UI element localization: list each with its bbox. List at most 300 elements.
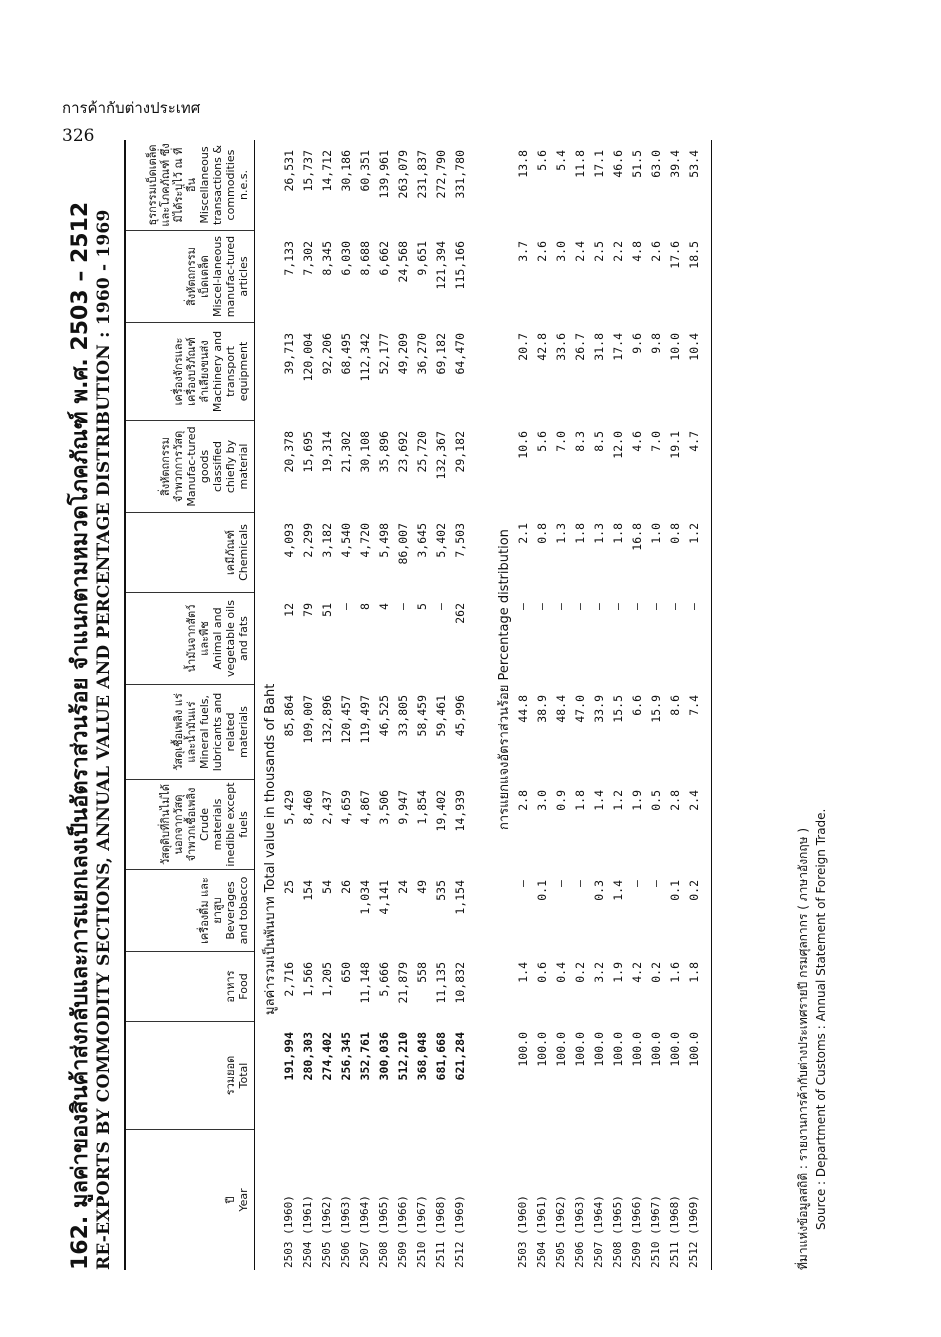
table-cell: 7.4 [686,695,701,716]
table-cell: — [686,603,701,610]
table-cell: 17.6 [667,241,682,269]
year-cell: 2506 (1963) [339,1195,352,1268]
table-row [317,140,336,1270]
column-header-english: Animal and vegetable oils and fats [211,600,250,677]
table-cell: 272,790 [433,150,448,199]
table-cell: 2,299 [300,523,315,558]
table-cell: 5,498 [376,523,391,558]
table-cell: 1,566 [300,962,315,997]
table-cell: 0.5 [648,790,663,811]
year-cell: 2510 (1967) [649,1195,662,1268]
table-cell: 256,345 [338,1032,353,1081]
table-cell: 100.0 [686,1032,701,1067]
table-cell: 3,645 [414,523,429,558]
table-cell: 5.6 [534,431,549,452]
table-cell: 120,004 [300,333,315,382]
table-cell: 25,720 [414,431,429,473]
table-row [374,140,393,1270]
table-cell: 650 [338,962,353,983]
column-header-4 [126,780,254,870]
table-cell: 100.0 [572,1032,587,1067]
table-cell: 7.0 [648,431,663,452]
table-cell: 4.6 [629,431,644,452]
table-cell: 4,141 [376,880,391,915]
table-cell: 7.0 [553,431,568,452]
table-cell: 8 [357,603,372,610]
table-cell: 10,832 [452,962,467,1004]
table-cell: 10.0 [667,333,682,361]
column-header-3 [126,870,254,952]
table-title-thai: 162. มูลค่าของสินค้าส่งกลับและการแยกเลงเป็นอัตราส่วนร้อย จำแนกตามหมวดโภคภัณฑ์ พ.ศ. 2503 – 2512 [68,201,93,1270]
table-cell: 1.8 [610,523,625,544]
table-cell: 9,947 [395,790,410,825]
table-cell: 100.0 [648,1032,663,1067]
table-cell: — [648,880,663,887]
table-cell: — [433,603,448,610]
table-cell: — [515,603,530,610]
table-cell: 100.0 [610,1032,625,1067]
table-cell: 12.0 [610,431,625,459]
table-cell: 58,459 [414,695,429,737]
table-cell: 100.0 [534,1032,549,1067]
table-cell: 1.2 [686,523,701,544]
table-cell: 0.9 [553,790,568,811]
column-header-thai: สิ่งหัตถกรรมจำพวกการวัสดุ [159,430,185,503]
table-cell: 5 [414,603,429,610]
table-cell: 18.5 [686,241,701,269]
table-cell: 49 [414,880,429,894]
table-cell: 14,939 [452,790,467,832]
table-cell: 13.8 [515,150,530,178]
table-cell: 26,531 [281,150,296,192]
table-cell: 69,182 [433,333,448,375]
table-cell: 4.2 [629,962,644,983]
year-cell: 2504 (1961) [535,1195,548,1268]
table-cell: 1,034 [357,880,372,915]
table-cell: 36,270 [414,333,429,375]
table-cell: 2.6 [648,241,663,262]
table-cell: 0.1 [667,880,682,901]
table-cell: 46,525 [376,695,391,737]
table-cell: 38.9 [534,695,549,723]
re-exports-table [124,140,712,1270]
table-cell: 5,429 [281,790,296,825]
table-row [627,140,646,1270]
table-cell: 30,186 [338,150,353,192]
column-header-2 [126,952,254,1022]
column-header-english: Beverages and tobacco [224,876,250,945]
column-header-thai: รวมยอด [224,1055,237,1096]
table-cell: 7,503 [452,523,467,558]
table-row [355,140,374,1270]
page-number: 326 [62,126,95,146]
table-row [279,140,298,1270]
table-cell: 5.4 [553,150,568,171]
table-cell: 19,314 [319,431,334,473]
table-cell: 109,007 [300,695,315,744]
table-cell: 2.4 [572,241,587,262]
year-cell: 2503 (1960) [516,1195,529,1268]
rotated-table-page [62,140,892,1270]
table-cell: 0.2 [686,880,701,901]
year-cell: 2504 (1961) [301,1195,314,1268]
table-cell: 33,805 [395,695,410,737]
year-cell: 2511 (1968) [434,1195,447,1268]
table-cell: 11.8 [572,150,587,178]
table-cell: 10.4 [686,333,701,361]
table-cell: 262 [452,603,467,624]
table-cell: 3.7 [515,241,530,262]
table-cell: 0.2 [572,962,587,983]
column-header-10 [126,231,254,323]
table-cell: 33.9 [591,695,606,723]
year-cell: 2503 (1960) [282,1195,295,1268]
table-cell: 621,284 [452,1032,467,1081]
table-cell: 21,302 [338,431,353,473]
percentage-rows [513,140,703,1270]
table-cell: 23,692 [395,431,410,473]
table-cell: 558 [414,962,429,983]
column-header-thai: เคมีภัณฑ์ [224,530,237,575]
column-header-english: Chemicals [237,524,250,581]
table-cell: — [648,603,663,610]
table-cell: 24 [395,880,410,894]
table-cell: 0.4 [553,962,568,983]
table-cell: 1.3 [591,523,606,544]
table-cell: — [667,603,682,610]
column-header-thai: อาหาร [224,970,237,1003]
table-cell: 100.0 [553,1032,568,1067]
table-cell: 191,994 [281,1032,296,1081]
table-cell: 331,780 [452,150,467,199]
table-cell: 512,210 [395,1032,410,1081]
table-cell: 154 [300,880,315,901]
year-cell: 2509 (1966) [630,1195,643,1268]
table-cell: — [534,603,549,610]
table-cell: 6.6 [629,695,644,716]
table-cell: 7,133 [281,241,296,276]
table-row [608,140,627,1270]
column-header-8 [126,421,254,513]
table-cell: 112,342 [357,333,372,382]
table-cell: 11,135 [433,962,448,1004]
year-cell: 2508 (1965) [611,1195,624,1268]
column-header-english: Miscel-laneous manufac-tured articles [211,235,250,318]
year-cell: 2511 (1968) [668,1195,681,1268]
table-cell: 33.6 [553,333,568,361]
column-header-6 [126,593,254,685]
table-row [646,140,665,1270]
table-cell: 3.0 [553,241,568,262]
table-cell: 274,402 [319,1032,334,1081]
table-cell: 121,394 [433,241,448,290]
table-cell: 3,506 [376,790,391,825]
table-cell: 86,007 [395,523,410,565]
table-cell: 15,695 [300,431,315,473]
table-cell: 45,996 [452,695,467,737]
column-header-5 [126,685,254,780]
table-cell: 8.6 [667,695,682,716]
table-cell: 48.4 [553,695,568,723]
column-header-9 [126,323,254,421]
table-cell: 0.8 [534,523,549,544]
table-cell: 3,182 [319,523,334,558]
table-cell: 535 [433,880,448,901]
column-header-11 [126,140,254,231]
table-cell: 19.1 [667,431,682,459]
table-cell: — [572,880,587,887]
table-cell: 15,737 [300,150,315,192]
table-cell: 46.6 [610,150,625,178]
section-title-percentages-text: การแยกแจงอัตราส่วนร้อย Percentage distribution [497,529,512,830]
table-cell: 9.6 [629,333,644,354]
table-cell: 17.4 [610,333,625,361]
column-header-english: Manufac-tured goods classified chiefly by material [185,426,250,507]
table-cell: 119,497 [357,695,372,744]
table-row [393,140,412,1270]
table-cell: 368,048 [414,1032,429,1081]
year-cell: 2508 (1965) [377,1195,390,1268]
column-header-english: Mineral fuels, lubricants and related materials [198,692,250,772]
table-cell: 2,437 [319,790,334,825]
table-cell: 132,367 [433,431,448,480]
table-cell: 59,461 [433,695,448,737]
column-header-7 [126,513,254,593]
table-cell: 300,036 [376,1032,391,1081]
table-row [589,140,608,1270]
table-cell: 1.8 [686,962,701,983]
table-cell: 17.1 [591,150,606,178]
table-cell: 280,303 [300,1032,315,1081]
table-cell: 2.8 [667,790,682,811]
section-title-percentages [489,140,513,1270]
table-cell: 0.3 [591,880,606,901]
year-cell: 2507 (1964) [358,1195,371,1268]
table-cell: — [591,603,606,610]
table-cell: 0.6 [534,962,549,983]
table-cell: 1.9 [629,790,644,811]
table-cell: 7,302 [300,241,315,276]
table-cell: 100.0 [667,1032,682,1067]
table-cell: 1.8 [572,790,587,811]
column-header-thai: ธุรกรรมเบ็ดเตล็ดและโภคภัณฑ์ ซึ่งมิได้ระบุไว้ ณ ที่อื่น [146,143,198,227]
column-header-thai: ปี [224,1196,237,1204]
table-cell: 231,837 [414,150,429,199]
table-row [551,140,570,1270]
table-cell: 132,896 [319,695,334,744]
column-header-0 [126,1130,254,1270]
table-cell: 51.5 [629,150,644,178]
table-cell: 21,879 [395,962,410,1004]
table-header-row [126,140,255,1270]
table-cell: 20,378 [281,431,296,473]
table-cell: 14,712 [319,150,334,192]
table-cell: 68,495 [338,333,353,375]
table-cell: 5,666 [376,962,391,997]
table-cell: 0.8 [667,523,682,544]
table-cell: 4,659 [338,790,353,825]
table-cell: 1,154 [452,880,467,915]
table-cell: 9,651 [414,241,429,276]
column-header-english: Food [237,973,250,1000]
table-cell: 8.5 [591,431,606,452]
table-cell: 29,182 [452,431,467,473]
table-cell: 8,345 [319,241,334,276]
table-cell: 25 [281,880,296,894]
column-header-english: Miscellaneous transactions & commodities n.e.s. [198,145,250,225]
table-cell: 2,716 [281,962,296,997]
table-cell: 4.8 [629,241,644,262]
table-cell: 9.8 [648,333,663,354]
table-cell: 2.6 [534,241,549,262]
year-cell: 2506 (1963) [573,1195,586,1268]
table-cell: 63.0 [648,150,663,178]
table-cell: 5.6 [534,150,549,171]
table-row [513,140,532,1270]
table-cell: 2.4 [686,790,701,811]
source-note-thai: ที่มาแห่งข้อมูลสถิติ : รายงานการค้ากับต่างประเทศรายปี กรมศุลกากร ( ภาษาอังกฤษ ) [796,828,810,1270]
table-cell: 2.8 [515,790,530,811]
section-title-values [255,140,279,1270]
table-cell: — [553,880,568,887]
table-cell: 1,854 [414,790,429,825]
column-header-thai: สิ่งหัตถกรรมเบ็ดเตล็ด [185,247,211,306]
table-cell: 4,093 [281,523,296,558]
table-cell: 6,662 [376,241,391,276]
table-cell: 1.0 [648,523,663,544]
table-cell: — [629,603,644,610]
table-cell: 4,720 [357,523,372,558]
table-cell: 4.7 [686,431,701,452]
table-cell: 0.1 [534,880,549,901]
table-row [665,140,684,1270]
table-cell: 44.8 [515,695,530,723]
column-header-1 [126,1022,254,1130]
table-cell: 10.6 [515,431,530,459]
column-header-thai: วัสดุดิบที่กินไม่ได้ นอกจากวัสดุจำพวกเชื้อเพลิง [159,783,198,866]
table-cell: 100.0 [515,1032,530,1067]
table-cell: 11,148 [357,962,372,1004]
bottom-rule [711,140,712,1270]
running-header: การค้ากับต่างประเทศ [62,99,201,117]
table-cell: — [515,880,530,887]
table-cell: 4,540 [338,523,353,558]
source-note-english: Source : Department of Customs : Annual Statement of Foreign Trade. [814,808,828,1230]
table-cell: 24,568 [395,241,410,283]
table-cell: 115,166 [452,241,467,290]
table-cell: 35,896 [376,431,391,473]
table-cell: 1,205 [319,962,334,997]
table-cell: 30,108 [357,431,372,473]
table-cell: 1.4 [515,962,530,983]
table-cell: — [553,603,568,610]
column-header-english: Crude materials inedible except fuels [198,782,250,867]
table-cell: 0.2 [648,962,663,983]
table-row [412,140,431,1270]
year-cell: 2510 (1967) [415,1195,428,1268]
table-row [431,140,450,1270]
table-cell: 79 [300,603,315,617]
table-cell: 15.9 [648,695,663,723]
table-cell: 352,761 [357,1032,372,1081]
table-title-english: RE-EXPORTS BY COMMODITY SECTIONS, ANNUAL VALUE AND PERCENTAGE DISTRIBUTION : 1960 - 1969 [94,209,114,1270]
value-rows [279,140,469,1270]
table-cell: — [610,603,625,610]
section-title-values-text: มูลค่ารวมเป็นพันบาท Total value in thousands of Baht [263,683,278,1015]
table-cell: 100.0 [591,1032,606,1067]
table-cell: 52,177 [376,333,391,375]
table-cell: 16.8 [629,523,644,551]
table-cell: 85,864 [281,695,296,737]
table-cell: — [395,603,410,610]
year-cell: 2509 (1966) [396,1195,409,1268]
table-cell: 51 [319,603,334,617]
column-header-thai: วัสดุเชื้อเพลิง แร่และน้ำมันแร่ [172,693,198,771]
table-cell: 26 [338,880,353,894]
table-cell: 19,402 [433,790,448,832]
table-cell: 26.7 [572,333,587,361]
table-cell: 1.8 [572,523,587,544]
year-cell: 2507 (1964) [592,1195,605,1268]
table-row [450,140,469,1270]
table-cell: 53.4 [686,150,701,178]
table-cell: 8,460 [300,790,315,825]
table-cell: 263,079 [395,150,410,199]
table-cell: 39,713 [281,333,296,375]
table-row [336,140,355,1270]
table-cell: 12 [281,603,296,617]
table-row [298,140,317,1270]
year-cell: 2512 (1969) [687,1195,700,1268]
table-cell: 54 [319,880,334,894]
table-cell: 1.6 [667,962,682,983]
column-header-thai: เครื่องจักรและเครื่องบริภัณฑ์ ลำเลียงขนส่ง [172,337,211,406]
table-cell: 681,668 [433,1032,448,1081]
table-cell: 1.2 [610,790,625,811]
table-cell: 139,961 [376,150,391,199]
year-cell: 2505 (1962) [554,1195,567,1268]
column-header-english: Year [237,1188,250,1212]
table-cell: 8,688 [357,241,372,276]
table-cell: 47.0 [572,695,587,723]
table-row [532,140,551,1270]
column-header-thai: เครื่องดื่ม และยาสูบ [198,877,224,944]
table-row [684,140,703,1270]
table-cell: 1.9 [610,962,625,983]
table-cell: 5,402 [433,523,448,558]
column-header-english: Machinery and transport equipment [211,330,250,413]
table-row [570,140,589,1270]
table-cell: 1.4 [610,880,625,901]
year-cell: 2512 (1969) [453,1195,466,1268]
table-cell: 92,206 [319,333,334,375]
table-cell: 20.7 [515,333,530,361]
table-cell: 2.2 [610,241,625,262]
table-cell: 6,030 [338,241,353,276]
table-cell: 3.2 [591,962,606,983]
table-cell: 8.3 [572,431,587,452]
table-cell: — [572,603,587,610]
table-cell: 2.5 [591,241,606,262]
table-cell: 100.0 [629,1032,644,1067]
column-header-english: Total [237,1062,250,1089]
table-cell: — [629,880,644,887]
table-cell: 60,351 [357,150,372,192]
table-cell: 64,470 [452,333,467,375]
table-cell: 31.8 [591,333,606,361]
table-cell: 49,209 [395,333,410,375]
table-cell: 3.0 [534,790,549,811]
